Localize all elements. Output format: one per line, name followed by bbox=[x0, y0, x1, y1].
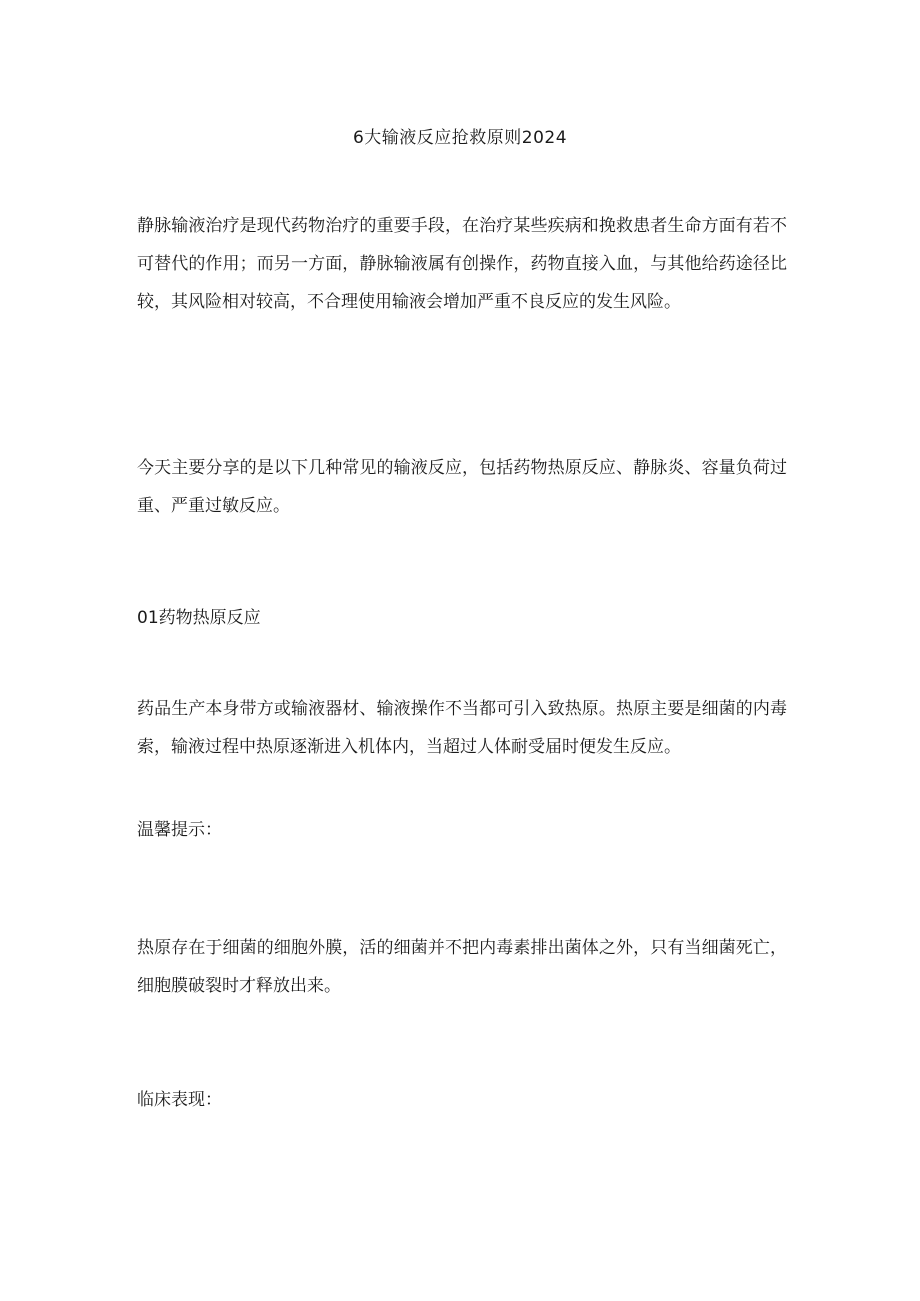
document-title: 6大输液反应抢救原则2024 bbox=[352, 128, 568, 148]
clinical-label: 临床表现： bbox=[137, 1090, 222, 1110]
tip-label: 温馨提示： bbox=[137, 820, 222, 840]
intro-paragraph: 静脉输液治疗是现代药物治疗的重要手段，在治疗某些疾病和挽救患者生命方面有若不可替代的作用；而另一方面，静脉输液属有创操作，药物直接入血，与其他给药途径比较，其风险相对较高，不合理使用输液会增加严重不良反应的发生风险。 bbox=[137, 216, 787, 312]
overview-paragraph: 今天主要分享的是以下几种常见的输液反应，包括药物热原反应、静脉炎、容量负荷过重、严重过敏反应。 bbox=[137, 458, 787, 516]
section-heading-pyrogen-reaction: 01药物热原反应 bbox=[137, 608, 261, 628]
tip-paragraph: 热原存在于细菌的细胞外膜，活的细菌并不把内毒素排出菌体之外，只有当细菌死亡，细胞膜破裂时才释放出来。 bbox=[137, 938, 787, 996]
section-body-pyrogen-reaction: 药品生产本身带方或输液器材、输液操作不当都可引入致热原。热原主要是细菌的内毒索，输液过程中热原逐渐进入机体内，当超过人体耐受届时便发生反应。 bbox=[137, 699, 787, 757]
